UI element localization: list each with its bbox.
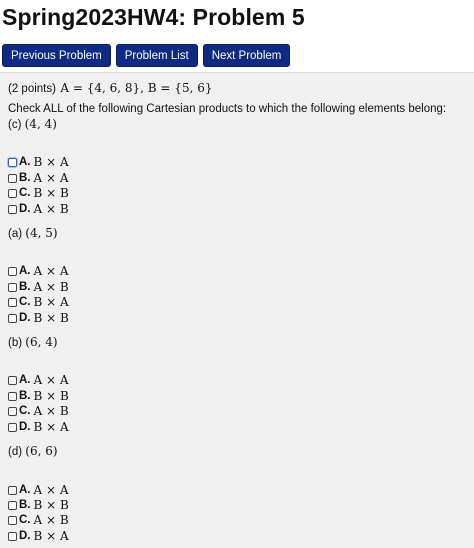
problem-list-button[interactable]: Problem List [116, 44, 198, 67]
checkbox[interactable] [8, 267, 17, 276]
previous-problem-button[interactable]: Previous Problem [2, 44, 111, 67]
problem-nav [2, 44, 290, 67]
question-a [8, 226, 58, 240]
option-a-c[interactable]: C. B × A [8, 295, 69, 309]
checkbox[interactable] [8, 501, 17, 510]
problem-panel [0, 72, 474, 548]
question-element: (4, 5) [25, 226, 58, 240]
problem-header [8, 79, 212, 97]
option-b-b[interactable]: B. B × B [8, 389, 69, 403]
question-element: (4, 4) [24, 117, 57, 131]
option-c-c[interactable]: C. B × B [8, 186, 69, 200]
option-d-d[interactable]: D. B × A [8, 529, 69, 543]
question-label: (d) [8, 446, 23, 458]
checkbox[interactable] [8, 189, 17, 198]
checkbox[interactable] [8, 174, 17, 183]
checkbox[interactable] [8, 407, 17, 416]
question-element: (6, 6) [25, 444, 58, 458]
option-b-c[interactable]: C. A × B [8, 404, 69, 418]
question-label: (a) [8, 228, 23, 240]
checkbox[interactable] [8, 486, 17, 495]
question-label: (b) [8, 337, 23, 349]
checkbox[interactable] [8, 283, 17, 292]
option-b-a[interactable]: A. A × A [8, 373, 69, 387]
instruction-text: Check ALL of the following Cartesian products to which the following elements belong: [8, 103, 447, 115]
set-definitions: A = {4, 6, 8}, B = {5, 6} [60, 81, 213, 95]
question-b [8, 335, 58, 349]
option-d-a[interactable]: A. A × A [8, 483, 69, 497]
checkbox[interactable] [8, 392, 17, 401]
checkbox[interactable] [8, 298, 17, 307]
checkbox[interactable] [8, 423, 17, 432]
option-b-d[interactable]: D. B × A [8, 420, 69, 434]
option-a-b[interactable]: B. A × B [8, 280, 69, 294]
option-c-a[interactable]: A. B × A [8, 155, 69, 169]
option-d-c[interactable]: C. A × B [8, 513, 69, 527]
option-a-a[interactable]: A. A × A [8, 264, 69, 278]
question-element: (6, 4) [25, 335, 58, 349]
points-label: (2 points) [8, 83, 56, 95]
option-d-b[interactable]: B. B × B [8, 498, 69, 512]
checkbox[interactable] [8, 376, 17, 385]
checkbox[interactable] [8, 314, 17, 323]
question-label: (c) [8, 119, 22, 131]
option-c-d[interactable]: D. A × B [8, 202, 69, 216]
checkbox[interactable] [8, 532, 17, 541]
question-d [8, 444, 58, 458]
next-problem-button[interactable]: Next Problem [203, 44, 291, 67]
checkbox[interactable] [8, 205, 17, 214]
option-a-d[interactable]: D. B × B [8, 311, 69, 325]
page-title: Spring2023HW4: Problem 5 [2, 4, 305, 30]
checkbox[interactable] [8, 516, 17, 525]
checkbox[interactable] [8, 158, 17, 167]
option-c-b[interactable]: B. A × A [8, 171, 69, 185]
question-c [8, 117, 57, 131]
